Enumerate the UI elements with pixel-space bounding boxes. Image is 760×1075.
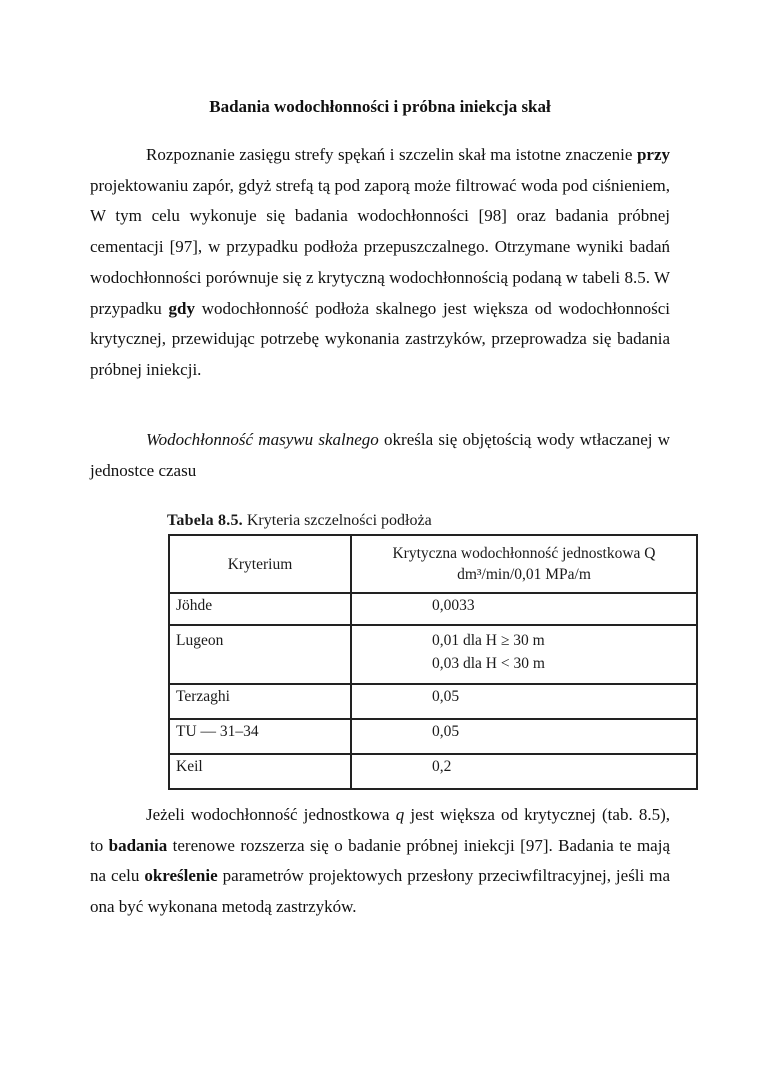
criteria-table	[168, 534, 698, 790]
paragraph-definition	[90, 425, 670, 486]
cell-value	[351, 625, 697, 684]
cell-value: 0,0033	[351, 593, 697, 625]
cell-kryterium: Lugeon	[169, 625, 351, 684]
cell-value: 0,2	[351, 754, 697, 789]
paragraph-conclusion-end: parametrów projektowych przesłony przeciwfiltracyjnej, jeśli ma ona być wykonana metodą zastrzyków.	[90, 866, 670, 917]
variable-q: q	[395, 805, 405, 824]
cell-value-line1: 0,01 dla H ≥ 30 m	[432, 632, 545, 649]
table-row	[169, 754, 697, 789]
paragraph-intro-end: wodochłonność podłoża skalnego jest większa od wodochłonności krytycznej, przewidując potrzebę wykonania zastrzyków, przeprowadza się badania próbnej iniekcji.	[90, 298, 670, 379]
paragraph-intro-body: projektowaniu zapór, gdyż strefą tą pod zaporą może filtrować woda pod ciśnieniem, W tym celu wykonuje się badania wodochłonności [98] oraz badania próbnej cementacji [97], w przypadku podłoża przepuszczalnego. Otrzymane wyniki badań wodochłonności porównuje się z krytyczną wodochłonnością podaną w tabeli 8.5. W przypadku	[90, 175, 670, 318]
table-caption-label: Tabela 8.5.	[167, 512, 243, 529]
cell-value: 0,05	[351, 719, 697, 754]
table-row	[169, 593, 697, 625]
cell-kryterium: Keil	[169, 754, 351, 789]
bold-word-badania: badania	[108, 835, 168, 855]
paragraph-conclusion-text1: jest większa od krytycznej (tab. 8.5), to	[90, 805, 670, 855]
table-caption-text: Kryteria szczelności podłoża	[242, 512, 432, 529]
cell-value-line2: 0,03 dla H < 30 m	[432, 655, 545, 672]
paragraph-definition-indent	[90, 430, 146, 449]
header-line2: dm³/min/0,01 MPa/m	[457, 566, 591, 583]
cell-kryterium: TU — 31–34	[169, 719, 351, 754]
table-row	[169, 719, 697, 754]
cell-value: 0,05	[351, 684, 697, 719]
header-line1: Krytyczna wodochłonność jednostkowa Q	[392, 545, 656, 562]
paragraph-intro	[90, 140, 670, 386]
paragraph-conclusion-start: Jeżeli wodochłonność jednostkowa	[146, 805, 396, 824]
definition-text: określa się objętością wody wtłaczanej w jednostce czasu	[90, 430, 670, 480]
definition-term: Wodochłonność masywu skalnego	[146, 430, 379, 449]
cell-kryterium: Jöhde	[169, 593, 351, 625]
table-header-row	[169, 535, 697, 593]
bold-word-przy: przy	[636, 145, 671, 164]
table-row	[169, 684, 697, 719]
table-figure	[163, 510, 700, 790]
paragraph-conclusion	[90, 800, 670, 923]
header-critical-absorption	[351, 535, 697, 593]
paragraph-intro-start: Rozpoznanie zasięgu strefy spękań i szczelin skał ma istotne znaczenie	[146, 145, 633, 164]
bold-word-okreslenie: określenie	[144, 866, 218, 886]
bold-word-gdy: gdy	[168, 298, 195, 318]
paragraph-conclusion-text2: terenowe rozszerza się o badanie próbnej iniekcji [97]. Badania te mają na celu	[90, 835, 670, 886]
header-kryterium: Kryterium	[169, 535, 351, 593]
table-caption	[167, 510, 700, 532]
cell-kryterium: Terzaghi	[169, 684, 351, 719]
page-title: Badania wodochłonności i próbna iniekcja skał	[209, 97, 551, 116]
table-row	[169, 625, 697, 684]
